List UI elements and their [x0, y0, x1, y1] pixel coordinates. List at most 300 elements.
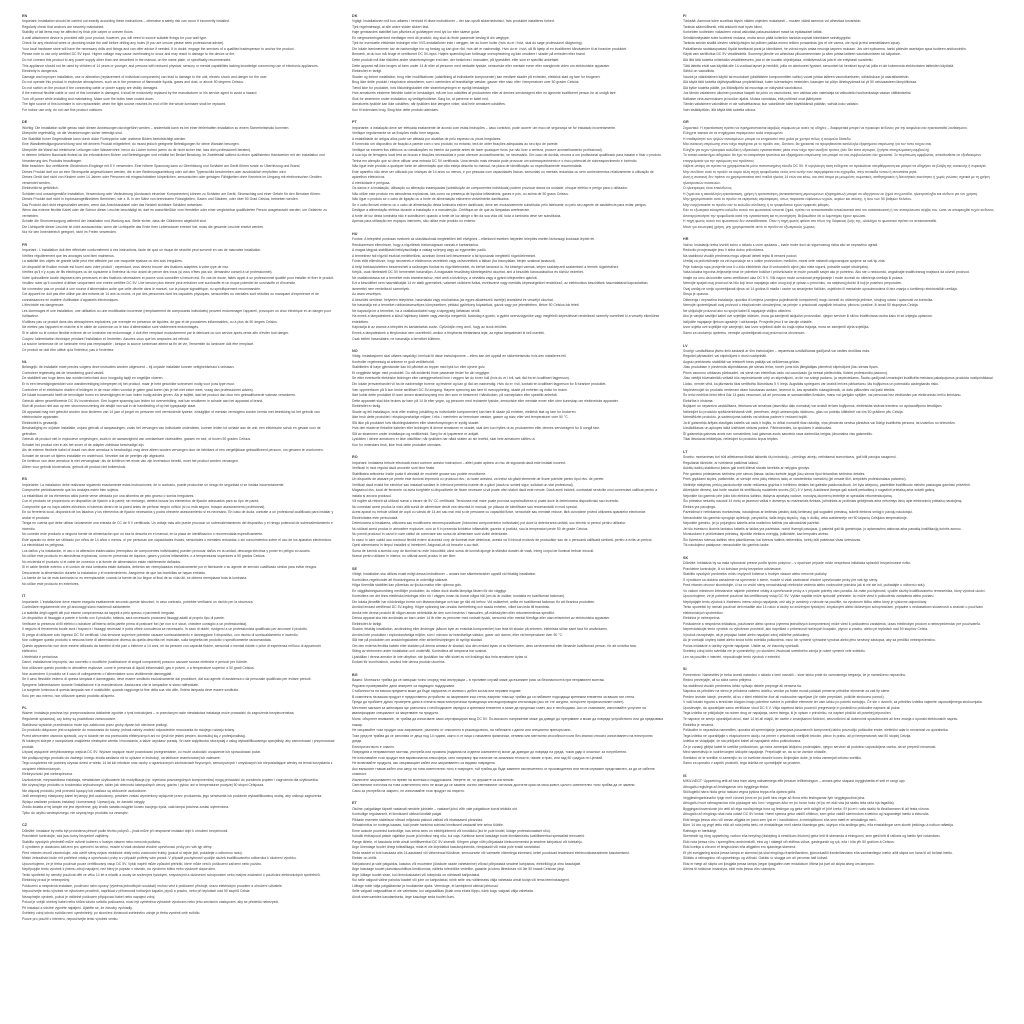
instruction-line: Lyskilden i denne armaturen er ikke utskiftbar; når lyskilden har nådd slutten av sin levetid, skal hele armaturen skiftes ut. — [352, 437, 536, 442]
instruction-line: Nepřipojujte tento výrobek k jinému zdroji napájení, než který je popsán v návodu, na výrobním štítku nebo výslovně doporučen. — [22, 867, 216, 872]
instruction-line: Poškodbe in nepravilna namestitev, uporaba ali spreminjanje (zamenjava posameznih komponent) lahko povzročijo poškodbe enote, električni udar in nevarnost za uporabnika. — [683, 728, 949, 733]
instruction-text-block — [683, 673, 1001, 767]
instruction-line: Електричеството е опасно. — [352, 744, 395, 749]
instruction-line: Dieses Produkt darf nicht in explosionsgefährdeten Bereichen, wie z. B. in der Nähe von brennbaren Flüssigkeiten, Gasen und Stäuben, oder über 50 Grad Celsius, betrieben werden. — [22, 197, 299, 202]
instruction-line: Armaturets lyskilde kan ikke udskiftes; når lyskilden ikke længere virker, skal hele armaturet udskiftes. — [352, 102, 506, 107]
instruction-line: Elekter on ohtlik. — [352, 856, 378, 861]
instruction-line: Jos tämän valaisimen ulkoinen joustava kaapeli tai johto on vaurioitunut, sen vaihtaa vain valmistaja tai valtuutettu huoltoedustaja vaaran välttämiseksi. — [683, 91, 912, 96]
instruction-line: Acest aparat nu trebuie utilizat de copii cu vârsta de 14 ani sau mai mici și de persoane cu capacități fizice, senzoriale sau mentale reduse, fără cunoștințe privind utilizarea aparatelor electronice. — [352, 510, 647, 515]
instruction-line: Vauriot ja vääränlainen käyttö tai muutokset (yksittäisten komponenttien vaihto) voivat johtaa laitteen vaurioitumiseen, sähköiskuun ja vaaratilanteisiin. — [683, 74, 910, 79]
instruction-line: Neieslēdziet produktu, ja savienojuma kabelis vai strāvas padeve ir redzami bojāti. — [683, 415, 808, 420]
instruction-line: Pravidelne kontrolujte, či sú kotviace prvky bezpečne udržiavané. — [683, 566, 782, 571]
instruction-line: Tego urządzenia nie powinny używać dzieci w wieku 14 lat lub młodsze oraz osoby o ograniczonych zdolnościach fizycznych, sensorycznych i umysłowych lub nieposiadające wiedzy na temat korzystania z urządzeń elektronicznych. — [22, 761, 333, 771]
instruction-line: La electricidad es peligrosa. — [22, 543, 65, 548]
instruction-line: Høje genstandes stabilitet kan påvirkes af gulvtæpper med tyk luv eller skæve gulve. — [352, 30, 481, 35]
instruction-line: Compruebe periódicamente que los anclajes estén bien sujetos. — [22, 488, 120, 493]
instruction-line: Bojājumi un nepareiza uzstādīšana, lietošana vai izmaiņas (atsevišķu daļu nomaiņa) var izraisīt ierīces bojājumus, elektriskās strāvas triecienu un apdraudējumu lietotājam. — [683, 404, 943, 409]
section-it — [22, 594, 335, 699]
instruction-line: Изключете захранването по време на монтажа и поддръжката. Уверете се, че крушките са изстинали. — [352, 777, 515, 782]
instruction-line: Ο ηλεκτρισμός είναι επικίνδυνος. — [683, 186, 733, 191]
instruction-line: Importante: a instalação deve ser efetuada exatamente de acordo com estas instruções – caso contrário, pode ocorrer um risco de segurança se for instalado incorretamente. — [352, 125, 616, 130]
instruction-line: Tätä laitetta eivät saa käyttää alle 14-vuotiaat lapset ja henkilöt, joilla on alentuneet fyysiset, sensoriset tai henkiset kyvyt tai joilla ei ole kokemusta elektronisten laitteiden käytöstä. — [683, 63, 955, 68]
instruction-line: Slå inte på produkten om anslutningskabeln eller strömförsörjningen är synligt skadad. — [352, 638, 483, 643]
instruction-line: En vægmonteringsenhed medfølger med dit produkt; dog skal du finde passende beslag til din vægtype. — [352, 35, 510, 40]
instruction-text-block — [683, 779, 1001, 873]
instruction-text-block — [352, 354, 663, 448]
instruction-line: Höga föremåls stabilitet kan påverkas av tjocka mattor eller ojämna golv. — [352, 583, 462, 588]
instruction-line: Se etter eventuelle elektriske ledninger eller rørleggerarbeid inne i veggen før du borer hull (hvis du er i tvil, søk råd fra en kvalifisert fagperson). — [352, 376, 570, 381]
instruction-line: Tämän valaisimen valonlähde ei ole vaihdettavissa; kun valonlähde tulee käyttöikänsä päähän, vaihda koko valaisin. — [683, 102, 859, 107]
instruction-line: Моля, обърнете внимание, че трябва да използвате само сертифициран вход DC 5V. По-високото напрежение може да доведе до прегряване и може да повреди устройството или да предизвика пожар. — [352, 717, 663, 727]
section-gr — [683, 120, 1001, 230]
instruction-text-block — [22, 483, 335, 588]
instruction-line: Katkaise virta asennuksen ja huollon ajaksi. Muista varmistaa, että polttimot ovat jäähtyneet. — [683, 96, 823, 101]
instruction-text-block — [22, 248, 335, 353]
instruction-line: Athugaðu að eingöngu skal nota vottað DC 5V inntak. Hærri spenna getur valdið ofhitnun, sem getur valdið skemmdum á tækinu og hugsanlegri hættu á eldsvoða. — [683, 812, 930, 817]
instruction-line: Σημαντικό: Η εγκατάσταση πρέπει να πραγματοποιείται ακριβώς σύμφωνα με αυτές τις οδηγίες – διαφορετικά μπορεί να προκύψει κίνδυνος για την ασφάλεια εάν εγκατασταθεί λανθασμένα. — [683, 125, 968, 130]
instruction-line: Gebruik dit product niet in explosieve omgevingen, zoals in de aanwezigheid van ontvlambare vloeistoffen, gassen en stof, of boven 50 graden Celsius. — [22, 437, 251, 442]
instruction-line: Místní železářství bude mít potřebné vrtáky a upevňovací prvky a v případě potřeby vám poradí. V případě pochybností využijte služeb kvalifikovaného odborníka k ukotvení výrobku. — [22, 856, 297, 861]
instruction-line: Důležité: Instalace by měla být provedena přesně podle těchto pokynů – jinak může při nesprávné instalaci dojít k ohrožení bezpečnosti. — [22, 828, 229, 833]
instruction-line: Lūdzu, ņemiet vērā, ka jāizmanto tikai sertificēta līdzstrāvas 5 V ieeja. Augstāks spriegums var izraisīt ierīces pārkaršanu, tās bojājumus un potenciālu aizdegšanās risku. — [683, 381, 940, 386]
instruction-line: Regulāri pārbaudiet, vai stiprinājumi ir droši nostiprināti. — [683, 354, 767, 359]
instruction-line: Tjek for eventuelle elektriske ledninger eller VVS-installationer inde i væggen, før du borer huller (hvis du er i tvivl, skal du søge professionel rådgivning). — [352, 41, 583, 46]
instruction-line: Stabilność wysokich przedmiotów może być zakłócona przez gruby dywan lub nierówne podłogi. — [22, 722, 168, 727]
instruction-line: Μην χρησιμοποιείτε αυτό το προϊόν σε εκρηκτικές ατμόσφαιρες, όπως παρουσία εύφλεκτων υγρών, αερίων και σκόνης, ή άνω των 50 βαθμών Κελσίου. — [683, 197, 912, 202]
instruction-line: Ak je vonkajší ohybný kábel alebo šnúra tohto svietidla poškodená, musí ich vymeniť výhradne výrobca alebo jeho servisný zástupca, aby sa predišlo nebezpečenstvu. — [683, 638, 936, 643]
instruction-line: Używaj wyłącznie certyfikowanego wejścia DC 5V. Wyższe napięcie może powodować przegrzewanie, co może uszkodzić urządzenie lub spowodować pożar. — [22, 750, 261, 755]
instruction-line: V vaši lokalni trgovini s tehničnim blagom imajo potrebne svedre in pritrdilne elemente ter vam lahko po potrebi svetujejo. Če ste v dvomih, za pritrditev izdelka najemite usposobljenega strokovnjaka. — [683, 700, 983, 705]
instruction-line: Schäden und unsachgemäße Installation, Verwendung oder Veränderung (Austausch einzelner Komponenten) können zu Schäden am Gerät, Stromschlag und einer Gefahr für den Benutzer führen. — [22, 191, 321, 196]
instruction-line: Upozorňujeme, že je třeba používat pouze certifikovaný vstup DC 5V. Vyšší napětí může způsobit přehřátí, které může vést k poškození zařízení nebo požáru. — [22, 861, 262, 866]
language-code-label: SK — [683, 555, 689, 560]
instruction-line: Hvis den eksterne fleksible kabelen eller ledningen til denne armaturen er skadet, skal den kun byttes ut av produsenten eller dennes serviceagent for å unngå fare. — [352, 426, 601, 431]
instruction-line: Rendszeresen ellenőrizze, hogy a rögzítések biztonságosan vannak-e karbantartva. — [352, 242, 479, 247]
instruction-line: Izvor svjetla ove svjetiljke nije zamjenjiv; kad izvor svjetlosti dođe do kraja vijeka trajanja, mora se zamijeniti cijela svjetiljka. — [683, 325, 870, 330]
instruction-line: La stabilità degli oggetti alti può essere compromessa da tappeti a pelo spesso o pavimenti irregolari. — [22, 610, 176, 615]
language-code-label: ET — [352, 801, 357, 806]
instruction-text-block — [683, 19, 1001, 113]
instruction-line: Ikke koble dette produktet til noen annen strømforsyning enn den som er beskrevet i håndboken, på navneplaten eller spesifikt anbefalt. — [352, 393, 558, 398]
instruction-text-block — [352, 19, 663, 113]
instruction-line: Tento spotrebič by nemali používať deti mladšie ako 14 rokov a osoby so zníženými fyzickými, zmyslovými alebo duševnými schopnosťami, prípadne s nedostatkom skúseností a znalostí o používaní elektronických spotrebičov. — [683, 605, 984, 615]
instruction-line: Při instalaci a údržbě vypněte napájení. Ujistěte se, že žárovky vychladly. — [22, 905, 133, 910]
instruction-line: Samo za unutarnju upotrebu, nemojte upotrebljavati ovaj proizvod na otvorenom. — [683, 330, 806, 335]
instruction-line: Wichtig: Die Installation sollte genau nach diesen Anweisungen durchgeführt werden – andernfalls kann es bei einer fehlerhaften Installation zu einem Sicherheitsrisiko kommen. — [22, 125, 290, 130]
section-ro — [352, 455, 663, 560]
instruction-line: Sluk for strømmen under installation og vedligeholdelse. Sørg for, at pærerne er kølet ned. — [352, 96, 489, 101]
instruction-line: Elektricitet är farligt. — [352, 621, 382, 626]
instruction-line: Important : L'installation doit être effectuée conformément à ces instructions, faute de quoi un risque de sécurité peut survenir en cas de mauvaise installation. — [22, 248, 262, 253]
instruction-line: La stabilité des objets de grande taille peut être affectée par une moquette épaisse ou des sols irréguliers. — [22, 259, 183, 264]
instruction-line: Редовно проверявайте дали анкерите са надеждно поддържани. — [352, 683, 456, 688]
instruction-line: Slå ikke på produktet hvis tilkoblingskabelen eller strømforsyningen er synlig skadet. — [352, 420, 480, 425]
instruction-line: Byggingavöruverslunin þín ætti að eiga nauðsynlega bora og festingar og getur veitt ráðgjöf ef þörf krefur. Ef þú ert í vafa skaltu fá iðnaðarmann til að festa vöruna. — [683, 806, 930, 811]
instruction-line: Prie gaminio pridedamas tvirtinimo prie sienos įtaisas, tačiau turėsite įsigyti jūsų sienos tipui tinkančias tvirtinimo detales. — [683, 471, 866, 476]
instruction-line: Ελέγξτε για τυχόν ηλεκτρικά καλώδια ή υδραυλικές εγκαταστάσεις μέσα στον τοίχο πριν ανοίξετε τρύπες (εάν δεν είστε σίγουροι, ζητήστε επαγγελματική συμβουλή). — [683, 147, 930, 152]
instruction-line: Nejunkite šio gaminio prie jokio kito elektros šaltinio, išskyrus aprašytą vadove, nurodytą duomenų lentelėje ar specialiai rekomenduojamą. — [683, 493, 893, 498]
instruction-line: A helyi barkácsüzletben beszerezheti a szükséges fúrókat és rögzítőelemeket, és kérhet tanácsot is. Ha kétségei vannak, kérjen szakképzett szakembert a termék rögzítéséhez. — [352, 264, 620, 269]
instruction-line: Повредата и неправилният монтаж, употреба или промяна (подмяна на отделни компоненти) могат да доведат до повреда на уреда, токов удар и опасност за потребителя. — [352, 750, 627, 755]
instruction-line: Este aparato no debe ser utilizado por niños de 14 años o menos, ni por personas con capacidades físicas, sensoriales o mentales reducidas o sin conocimientos sobre el uso de los aparatos electrónicos. — [22, 537, 332, 542]
instruction-line: Tarkista säännöllisesti, että ankkurit ovat hyvin kiinni. — [683, 24, 763, 29]
instruction-line: Seinakinnitus on tootega kaasas, kuid peate hankima sobivad kinnitused vastavalt teie seina tüübile. — [352, 823, 504, 828]
instruction-line: Μια συσκευή στερέωσης στον τοίχο παρέχεται με το προϊόν σας. Ωστόσο, θα χρειαστεί να προμηθευτείτε κατάλληλα εξαρτήματα στερέωσης για τον τύπο τοίχου σας. — [683, 142, 933, 147]
instruction-line: Votre quincaillerie locale disposera des perceuses et des fixations nécessaires et pourra vous conseiller si besoin est. En cas de doute, faites appel à un professionnel qualifié pour installer et fixer le produit. — [22, 275, 334, 280]
instruction-line: Vo vašom miestnom železiarstve nájdete potrebné vrtáky a upevňovacie prvky a v prípade potreby vám poradia. Ak máte pochybnosti, využite služby kvalifikovaného remeselníka, ktorý výrobok ukotví. — [683, 588, 986, 593]
instruction-line: Fúrás előtt ellenőrizze, hogy nincsenek-e elektromos vezetékek vagy csővezetékek a falban (ha bizonytalan, kérjen szakmai tanácsot). — [352, 259, 556, 264]
instruction-line: Elektrizität ist gefährlich. — [22, 186, 59, 191]
instruction-line: Non accendere il prodotto se il cavo di collegamento o l'alimentatore sono visibilmente danneggiati. — [22, 671, 173, 676]
instruction-line: Non collegare questo prodotto a nessuna fonte di alimentazione diversa da quella descritta nel manuale, sulla targhetta del prodotto o specificamente raccomandata. — [22, 638, 272, 643]
instruction-line: N'utilisez pas ce produit dans des atmosphères explosives, par exemple en présence de liquides, de gaz et de poussières inflammables, ou à plus de 50 degrés Celsius. — [22, 319, 278, 324]
instruction-line: Ne csatlakoztassa ezt a terméket más áramforráshoz, mint amit a kézikönyv, a névtábla vagy a gyártó kifejezetten ajánlott. — [352, 275, 538, 280]
instruction-line: Do produktu dołączone jest urządzenie do mocowania do ściany; jednak należy znaleźć odpowiednie mocowania do swojego rodzaju ściany. — [22, 728, 235, 733]
instruction-line: Vain sisäkäyttöön, älä käytä tätä tuotetta ulkona. — [683, 107, 757, 112]
instruction-line: Stability of tall items may be affected by thick pile carpet or uneven floors. — [22, 30, 134, 35]
instruction-line: Ljuskällan i denna armatur är inte utbytbar; när ljuskällan har nått slutet av sin livslängd ska hela armaturen bytas ut. — [352, 654, 529, 659]
instruction-text-block — [352, 126, 663, 225]
instruction-line: Не свързвайте този продукт към захранване, различно от описаното в ръководството, на табелката с данни или специално препоръчано. — [352, 728, 572, 733]
instruction-line: W lokalnym sklepie z narzędziami znajdziesz niezbędne wiertła i mocowania, a także uzyskasz poradę. W razie wątpliwości skorzystaj z usług wykwalifikowanego specjalisty, aby zamontować i przymocować produkt. — [22, 739, 335, 749]
instruction-line: Ekki tengja þessa vöru við annan aflgjafa en þann sem lýst er í handbókinni, á merkiplötunni eða sem mælt er sérstaklega með. — [683, 817, 877, 822]
instruction-line: No utilice este producto en atmósferas explosivas, como en presencia de líquidos, gases y polvos inflamables, o a temperaturas superiores a 50 grados Celsius. — [22, 554, 266, 559]
instruction-line: A estabilidade de artigos altos pode ser afetada por alcatifas de pelo espesso ou pisos irregulares. — [352, 136, 502, 141]
instruction-text-block — [22, 365, 335, 470]
instruction-line: Älä kytke tuotetta päälle, jos liitäntäjohto tai muuntaja on näkyvästi vaurioitunut. — [683, 85, 803, 90]
instruction-line: Rafmagn er hættulegt. — [683, 828, 717, 833]
instruction-line: Ärge lülitage toodet sisse, kui ühenduskaabel või toiteplokk on nähtavalt kahjustatud. — [352, 872, 481, 877]
instruction-line: Med namestitvijo in vzdrževanjem izklopite napajanje. Prepričajte se, da so se žarnice ohladile. — [683, 750, 827, 755]
instruction-line: Din lokala järnaffär har nödvändiga borrar och fästanordningar och kan ge råd vid behov. Vid osäkerhet, anlita en kvalificerad fackman för att förankra produkten. — [352, 599, 596, 604]
language-code-label: SI — [683, 667, 687, 672]
instruction-line: Ważne: Instalacja powinna być przeprowadzona dokładnie zgodnie z tymi instrukcjami – w przeciwnym razie niewłaściwa instalacja może prowadzić do zagrożenia bezpieczeństwa. — [22, 711, 295, 716]
instruction-line: La source lumineuse de ce luminaire n'est pas remplaçable ; lorsque la source lumineuse atteint sa fin de vie, l'ensemble du luminaire doit être remplacé. — [22, 342, 255, 347]
language-code-label: RO — [352, 455, 358, 460]
instruction-line: Tik naudojimui patalpose; nenaudokite šio gaminio lauke. — [683, 543, 770, 548]
instruction-line: Opriți alimentarea în timpul instalării și întreținerii. Asigurați-vă că becurile s-au răcit. — [352, 543, 479, 548]
instruction-line: Απενεργοποιήστε την τροφοδοσία κατά την εγκατάσταση και τη συντήρηση. Βεβαιωθείτε ότι οι λαμπτήρες έχουν κρυώσει. — [683, 213, 867, 218]
instruction-line: Your local hardware store will have the necessary drills and fixings and can offer advice if needed. If in doubt, engage the services of a qualified tradesperson to anchor the product. — [22, 46, 295, 51]
instruction-line: Nie włączaj produktu, jeśli przewód łączący lub zasilacz są widocznie uszkodzone. — [22, 788, 147, 793]
instruction-line: Ελέγχετε τακτικά ότι τα στηρίγματα παραμένουν καλά στερεωμένα. — [683, 131, 784, 136]
instruction-line: This appliance should not be used by children of 14 years or younger, and persons with reduced physical, sensory or mental capabilities lacking knowledge concerning use of electronic appliances. — [22, 63, 319, 68]
instruction-line: Този уред не трябва да се използва от деца под 14 години, както и от лица с намалени физически, сетивни или ментални способности или без знания относно използването на електронни уреди. — [352, 733, 653, 744]
instruction-line: Skador, felaktig installation, användning eller ändringar (såsom byte av enskilda komponenter) kan leda till skador på enheten, elektriska stötar samt fara för användaren. — [352, 627, 608, 632]
instruction-line: Важно: Монтажът трябва да се извърши точно според тези инструкции – в противен случай може да възникне риск за безопасността при неправилен монтаж. — [352, 678, 605, 683]
instruction-line: Dette apparatet skal ikke brukes av barn på 14 år eller yngre, og personer med reduserte fysiske, sensoriske eller mentale evner eller uten kunnskap om elektroniske apparater. — [352, 398, 619, 403]
instruction-line: Viktigt: Installation ska utföras exakt enligt dessa instruktioner – annars kan säkerhetsrisker uppstå vid felaktig installation. — [352, 572, 537, 577]
instruction-line: Ако външният гъвкав кабел или шнур на това осветително тяло е повреден, той трябва да бъде заменен изключително от производителя или негов сервизен представител, за да се избегне опасност. — [352, 766, 655, 777]
instruction-line: Electricity is dangerous. — [22, 69, 59, 74]
instruction-line: S výrobkom sa dodáva zariadenie na upevnenie k stene, musíte si však zaobstarať vhodné upevňovacie prvky pre váš typ steny. — [683, 577, 878, 582]
instruction-line: Não ligue o produto se o cabo de ligação ou a fonte de alimentação estiverem visivelmente danificados. — [352, 197, 510, 202]
instruction-line: Korkeiden tuotteiden vakauteen voivat vaikuttaa paksunukkaiset matot tai epätasaiset lattiat. — [683, 30, 823, 35]
instruction-line: Ne uključujte proizvod ako su spojni kabel ili napajanje vidljivo oštećeni. — [683, 308, 792, 313]
instruction-line: Die Stabilität hoher Gegenstände kann durch dicke Florteppiche oder unebene Böden beeinträchtigt werden. — [22, 136, 187, 141]
instruction-line: Svarbu: montavimas turi būti atliekamas tiksliai laikantis šių instrukcijų – priešingu atveju, netinkamai sumontavus, gali kilti pavojus saugumui. — [683, 455, 897, 460]
instruction-line: Λάβετε υπόψη ότι πρέπει να χρησιμοποιείτε μόνο πιστοποιημένη είσοδο DC 5V. Η υψηλότερη τάση ενδέχεται να προκαλέσει υπερθέρμανση και μπορεί να οδηγήσει σε βλάβη της συσκευής ή πυρκαγιά. — [683, 164, 987, 169]
language-code-label: DK — [352, 14, 358, 18]
instruction-line: Nepripájajte tento výrobok k žiadnemu inému zdroju napájania, než aký je uvedený v návode na použitie, na výrobnom štítku alebo ktorý je výslovne odporúčaný. — [683, 599, 928, 604]
instruction-line: Ef ytri sveigjanleg snúra þessa lampa er skemmd þá skal eingöngu framleiðandinn, þjónustuaðili framleiðandans eða sambærilegur hæfur aðili skipta um hana til að forðast hættu. — [683, 850, 953, 855]
language-code-label: DE — [22, 120, 28, 125]
instruction-line: Kérjük, csak hitelesített DC 5V bemenetet használjon. A magasabb feszültség túlmelegedést okozhat, ami a készülék károsodásához és tűzhöz vezethet. — [352, 270, 584, 275]
instruction-line: Cet appareil ne doit pas être utilisé par des enfants de 14 ans ou moins, ni par des personnes dont les capacités physiques, sensorielles ou mentales sont réduites ou manquant d'expérience et de connaissances en matière d'utilisation d'appareils électroniques. — [22, 292, 319, 302]
instruction-line: Pange tähele, et kasutada tohib ainult sertifitseeritud DC 5V sisendit. Kõrgem pinge võib põhjustada ülekuumenemist ja seadme kahjustusi või tulekahju. — [352, 839, 583, 844]
instruction-line: Η ζημιά και η ακατάλληλη εγκατάσταση, χρήση ή τροποποίηση (αντικατάσταση μεμονωμένων εξαρτημάτων) μπορεί να οδηγήσουν σε ζημιά στη μονάδα, ηλεκτροπληξία και κίνδυνο για τον χρήστη. — [683, 191, 979, 196]
instruction-line: Tænd ikke for produktet, hvis tilslutningskablet eller strømforsyningen er synligt beskadiget. — [352, 85, 490, 90]
language-code-label: IT — [22, 594, 26, 599]
instruction-line: Nemojte upotrebljavati ovaj proizvod u eksplozivnim okruženjima, na primjer u prisutnosti zapaljivih tekućina, plinova i prašine, ili iznad 50 stupnjeva Celzija. — [683, 303, 919, 308]
instruction-line: En su ferretería local, dispondrá de los taladros y los elementos de fijación necesarios y podrá ofrecerle asesoramiento si es necesario. En caso de duda, contrate a un profesional cualificado para instalar y anclar el producto. — [22, 510, 334, 520]
instruction-line: Nepoužívejte tento výrobek ve výbušném prostředí, například v přítomnosti hořlavých kapalin, plynů a prachu, nebo při teplotách nad 50 stupňů Celsia. — [22, 889, 251, 894]
instruction-line: Pirms caurumu urbšanas pārbaudiet, vai sienā nav elektrības vadu vai cauruļvadu (ja neesat pārliecināts, lūdziet profesionālu padomu). — [683, 370, 888, 375]
instruction-line: Ezt a készüléket nem használhatják 14 év alatti gyermekek, valamint csökkent fizikai, érzékszervi vagy mentális képességekkel rendelkező, az elektronikus készülékek használatával kapcsolatban ismerettel nem rendelkező személyek. — [352, 281, 648, 291]
instruction-line: De stabiliteit van hoge items kan worden beïnvloed door hoogpolig tapijt en ongelijke vloeren. — [22, 376, 164, 381]
instruction-line: Din lokale jernvarehandel vil ha de nødvendige borene og festene og kan gi råd om nødvendig. Hvis du er i tvil, kontakt en kvalifisert fagperson for å forankre produktet. — [352, 381, 607, 386]
instruction-line: Nu utilizați acest produs în atmosfere explozive, cum ar fi în prezența lichidelor inflamabile, gazelor și prafului, sau la temperaturi peste 50 de grade Celsius. — [352, 526, 589, 531]
instruction-line: Nu porniți produsul în cazul în care cablul de conectare sau sursa de alimentare sunt vizibil deteriorate. — [352, 532, 509, 537]
instruction-line: Beschadiging en onjuiste installatie, onjuist gebruik of aanpassingen, zoals het vervangen van individuele onderdelen, kunnen leiden tot schade aan de unit, een elektrische schok en gevaar voor de gebruiker. — [22, 426, 321, 436]
instruction-line: Tarkista seinän sisällä olevien sähköjohtojen tai putkien paikka ennen reikien poraamista (jos et ole varma, ole hyvä ja etsi ammattilaisen apua). — [683, 41, 901, 46]
section-en — [22, 14, 335, 113]
language-code-label: PT — [352, 120, 357, 125]
language-code-label: EN — [22, 14, 28, 18]
instruction-line: De lichtbron van deze armatuur is niet vervangbaar; als de lichtbron het einde van zijn levensduur bereikt, moet het product worden vervangen. — [22, 459, 239, 464]
instruction-line: De lokale bouwmarkt heeft de benodigde boren en bevestigingen en kan indien nodig advies geven. Als je twijfelt, laat het product dan door een gekwalificeerde vakman verankeren. — [22, 393, 297, 398]
instruction-line: If the external flexible cable or cord of this luminaire is damaged, it shall be exclusively replaced by the manufacturer or his service agent to avoid a hazard. — [22, 91, 258, 96]
instruction-line: Controllare regolarmente che gli ancoraggi siano mantenuti saldamente. — [22, 605, 132, 610]
instruction-line: A termékhez fali rögzítő eszközt mellékeltünk, azonban önnek kell beszereznie a fal típusának megfelelő rögzítőelemeket. — [352, 253, 537, 258]
instruction-line: Bemærk, at du kun må bruge et certificeret DC 5V-input. Højere spænding kan forårsage overophedning og kan resultere i skader på enheden eller brand. — [352, 52, 586, 57]
instruction-line: Светлинният източник на това осветително тяло не може да се заменя; когато светлинният източник достигне края на своя живот, цялото осветително тяло трябва да се замени. — [352, 783, 636, 788]
instruction-line: Źródło światła w tej lampie nie jest wymienne; gdy źródło światła osiągnie koniec swojego życia, cała lampa powinna zostać wymieniona. — [22, 805, 230, 810]
instruction-line: Isključite napajanje tijekom ugradnje i održavanja. Provjerite jesu li se žarulje ohladile. — [683, 319, 813, 324]
instruction-line: Importante: La instalación debe realizarse siguiendo exactamente estas instrucciones; de lo contrario, puede producirse un riesgo de seguridad si se instala incorrectamente. — [22, 482, 285, 487]
instruction-line: Si prega di utilizzare solo ingressi DC 5V certificati. Una tensione superiore potrebbe causare surriscaldamento e danneggiare il dispositivo, con rischio di surriscaldamento e incendio. — [22, 632, 299, 637]
section-pl — [22, 706, 335, 816]
instruction-line: Nie używaj tego produktu w środowisku wybuchowym, takim jak obecność łatwopalnych cieczy, gazów i pyłów, ani w temperaturze powyżej 50 stopni Celsjusza. — [22, 783, 265, 788]
instruction-line: Pravidelně kontrolujte, zda jsou kotvy bezpečně zajištěny. — [22, 834, 110, 839]
instruction-line: Augstu priekšmetu stabilitāti var ietekmēt biezs paklājs vai nelīdzenas grīdas. — [683, 359, 800, 364]
instruction-line: Nur für den Innenbereich geeignet, nicht im Freien verwenden. — [22, 230, 117, 235]
instruction-line: Damage and improper installation, use or alteration (replacement of individual components) can lead to damage to the unit, electric shock and danger for the user. — [22, 74, 268, 79]
instruction-line: Skemmdir og röng uppsetning, notkun eða breyting (útskipting á einstökum íhlutum) getur leitt til skemmda á einingunni, sem gæti leitt til raflosts og hættu fyrir notandann. — [683, 834, 941, 839]
instruction-text-block — [352, 678, 663, 794]
instruction-line: Ce produit ne doit être utilisé qu'à l'intérieur, pas à l'extérieur. — [22, 347, 115, 352]
instruction-line: Pikkade esemete stabiilsust võivad mõjutada paksud vaibad või ebatasased põrandad. — [352, 817, 484, 822]
instruction-line: L'électricité est dangereuse. — [22, 303, 65, 308]
instruction-line: Redno preverjajte, ali so sidra varno pritrjena. — [683, 678, 753, 683]
instruction-line: Paikallisesta rautakaupastasi löydät tarvittavat porat ja kiinnikkeet, he voivat myös antaa neuvoja tarpeen mukaan. Jos olet epävarma, hanki pätevän asentajan apua tuotteen ankkurointiin. — [683, 46, 967, 51]
instruction-line: Não ligue este produto a qualquer fonte de alimentação que não esteja descrita no manual, na placa de identificação ou especificamente recomendada. — [352, 164, 583, 169]
instruction-line: Athugaðu hvort rafmagnsvírar eða pípulagnir séu inni í veggnum áður en þú borar holur (ef þú ert ekki viss þá skaltu leita ráða hjá fagaðila). — [683, 801, 895, 806]
instruction-line: Εάν το εξωτερικό εύκαμπτο καλώδιο αυτού του φωτιστικού υποστεί ζημιά, πρέπει να αντικατασταθεί αποκλειστικά από τον κατασκευαστή ή τον αντιπρόσωπο σέρβις του, ώστε να αποφευχθεί τυχόν κίνδυνος. — [683, 208, 995, 213]
instruction-line: Seda seadet ei tohi kasutada alla 14-aastased või vähenenud füüsiliste, sensoorsete või vaimsete võimetega inimesed, kellel puuduvad teadmised elektroonikaseadmete kasutamisest. — [352, 850, 630, 855]
instruction-text-block — [683, 561, 1001, 660]
instruction-line: Το τοπικό κατάστημα σιδηρικών θα έχει τα απαραίτητα τρυπάνια και εξαρτήματα στερέωσης και μπορεί να σας συμβουλεύσει εάν χρειαστεί. Σε περίπτωση αμφιβολίας, απευθυνθείτε σε εξειδικευμένο επαγγελματία για την αγκύρωση του προϊόντος. — [683, 153, 982, 163]
instruction-line: Kohalik ehituspood pakub vajalikke puure ja kinnitusi ning nõu, kui vaja. Kahtluse korral kasutage toote kinnitamiseks kvalifitseeritud spetsialisti teenuseid. — [352, 834, 585, 839]
instruction-line: La estabilidad de los elementos altos puede verse afectada por una alfombra de pelo grueso o suelos irregulares. — [22, 493, 195, 498]
instruction-line: Important: Installation should be carried out exactly according these instructions – otherwise a safety risk can occur if incorrectly installed. — [22, 19, 230, 24]
section-fi — [683, 14, 1001, 113]
instruction-text-block — [22, 19, 335, 113]
instruction-line: Kui selle valgusti väline painduv kaabel või juhe on kahjustatud, tohib selle ohu vältimiseks välja vahetada ainult tootja või tema teenindusagent. — [352, 878, 570, 883]
instruction-line: Poškodenie a nesprávna inštalácia, používanie alebo úprava (výmena jednotlivých komponentov) môže viesť k poškodeniu zariadenia, úrazu elektrickým prúdom a nebezpečenstvu pre používateľa. — [683, 621, 981, 626]
instruction-line: Vigtigt: Installationen må kun udføres i henhold til disse instruktioner – der kan opstå sikkerhedsrisici, hvis produktet installeres forkert. — [352, 19, 555, 24]
instruction-line: Verifique se existem fios elétricos ou canalizações no interior da parede antes de fazer quaisquer furos (se não tiver a certeza, procure aconselhamento profissional). — [352, 147, 603, 152]
instruction-line: A eletricidade é perigosa. — [352, 180, 391, 185]
instruction-line: Počas inštalácie a údržby vypnite napájanie. Uistite sa, že žiarovky vychladli. — [683, 643, 800, 648]
instruction-line: Šio prietaiso neturėtų naudoti 14 metų ar jaunesni vaikai ir asmenys su mažesniais fiziniais, jutiminiais ar protiniais gebėjimais arba neturintys žinių apie elektroninių prietaisų naudojimą. — [683, 499, 963, 504]
instruction-line: Si le câble ou le cordon flexible externe de ce luminaire est endommagé, il doit être remplacé exclusivement par le fabricant ou son service après-vente afin d'éviter tout danger. — [22, 330, 289, 335]
instruction-line: Controleer regelmatig dat de verankering goed vastzit. — [22, 370, 105, 375]
instruction-line: Regularly check that anchors are securely maintained. — [22, 24, 105, 29]
instruction-line: Dette apparat må ikke bruges af børn under 14 år eller af personer med nedsatte fysiske, sensoriske eller mentale evner eller manglende viden om elektroniske apparater. — [352, 63, 611, 68]
instruction-line: Imajte na umu da koristite samo certificirani ulaz DC 5 V. Viši napon može uzrokovati pregrijavanje i može dovesti do oštećenja uređaja ili požara. — [683, 275, 904, 280]
instruction-line: A magas tárgyak stabilitását befolyásolhatja a vastag szőnyeg vagy az egyenetlen padló. — [352, 248, 487, 253]
instruction-line: Importante: L'installazione deve essere eseguita esattamente secondo queste istruzioni; in caso contrario, potrebbe verificarsi un rischio per la sicurezza. — [22, 599, 254, 604]
instruction-line: Výrobok nezapínajte, ak je pripájací kábel alebo napájací zdroj viditeľne poškodený. — [683, 632, 810, 637]
instruction-line: Dôležité: Inštalácia by sa mala vykonávať presne podľa týchto pokynov – v opačnom prípade môže nesprávna inštalácia spôsobiť bezpečnostné riziko. — [683, 561, 912, 566]
instruction-line: Kontrollige regulaarselt, et kinnitused oleksid kindlalt paigal. — [352, 812, 443, 817]
instruction-line: Questo apparecchio non deve essere utilizzato da bambini di età pari o inferiore a 14 anni, né da persone con capacità fisiche, sensoriali o mentali ridotte o prive di esperienza nell'uso di apparecchi elettronici. — [22, 643, 322, 654]
instruction-line: No conecte este producto a ninguna fuente de alimentación que no sea la descrita en el manual, en la placa de identificación o recomendada específicamente. — [22, 532, 264, 537]
instruction-line: Seinäkiinnityslaite tulee tuotteesi mukana, mutta sinun pitää kuitenkin hankkia sopivat kiinnikkeet seinätyyppiisi. — [683, 35, 852, 40]
instruction-line: Die Lichtquelle dieser Leuchte ist nicht austauschbar; wenn die Lichtquelle das Ende ihrer Lebensdauer erreicht hat, muss die gesamte Leuchte ersetzt werden. — [22, 224, 265, 229]
instruction-line: Check for any electrical wires or plumbing inside the wall before drilling any holes (if you are unsure please seek professional advice). — [22, 41, 225, 46]
instruction-line: Turn off power while installing and maintaining. Make sure the bulbs have cooled down. — [22, 96, 155, 101]
section-hr — [683, 237, 1001, 336]
instruction-line: Nie podłączaj tego produktu do żadnego innego źródła zasilania niż to opisane w instrukcji, na tabliczce znamionowej lub zalecane. — [22, 755, 221, 760]
instruction-text-block — [22, 600, 335, 699]
section-fr — [22, 243, 335, 353]
instruction-line: Veggfestingarbúnaður fylgir með vörunni þinni en þú þarft hins vegar að finna réttu festingarnar fyrir veggtegundina þína. — [683, 795, 866, 800]
instruction-line: A wall attachment device is provided with your product; however, you will need to source suitable fixings for your wall type. — [22, 35, 207, 40]
language-code-label: FR — [22, 242, 28, 247]
instruction-line: Naprava za pritrditev na steno je priložena vašemu izdelku, vendar pa boste morali poiskati primerne pritrdilne elemente za vaš tip stene. — [683, 689, 891, 694]
instruction-text-block — [352, 572, 663, 666]
instruction-line: Pred vŕtaním otvorov skontrolujte, či sa vo vnútri steny nenachádzajú elektrické vedenia alebo vodovodné potrubia (ak si nie ste istí, požiadajte o odbornú radu). — [683, 583, 926, 588]
instruction-line: Jeśli zewnętrzny elastyczny kabel tej lampy jest uszkodzony, powinien zostać wymieniony wyłącznie przez producenta, jego serwisanta lub podobnie wykwalifikowaną osobę, aby uniknąć zagrożenia. — [22, 794, 323, 799]
instruction-line: Anslut inte denna produkt till någon annan strömkälla än den som beskrivs i manualen, på märkskylten eller rekommenderas specifikt. — [352, 610, 555, 615]
instruction-line: Sähkö on vaarallista. — [683, 69, 715, 74]
instruction-line: Ne mettez pas l'appareil en marche si le câble de connexion ou le bloc d'alimentation sont visiblement endommagés. — [22, 325, 199, 330]
instruction-line: Bitte beachten: Nur zertifizierte Gleichstrom-Eingänge mit 5 V verwenden. Eine höhere Spannung kann zu Überhitzung und Schäden am Gerät führen sowie zu Überhitzung und Brand. — [22, 164, 301, 169]
instruction-line: Az áram veszélyes. — [352, 292, 382, 297]
section-bg — [352, 673, 663, 794]
instruction-line: Et veggfeste følger med produktet. Du må imidlertid finne passende fester for din veggtype. — [352, 370, 491, 375]
instruction-line: În cazul în care cablul sau cordonul flexibil extern al acestui corp de iluminat este deteriorat, acesta va fi înlocuit exclusiv de producător sau de o persoană calificată similară, pentru a evita un pericol. — [352, 537, 653, 542]
instruction-line: Tega izdelka ne priključujte na noben drug vir napajanja, razen tistega, ki je opisan v priročniku, na napisni ploščici ali posebej priporočen. — [683, 711, 892, 716]
instruction-line: For indoor use only, do not use this product outdoors. — [22, 107, 103, 112]
instruction-line: Elektra yra pavojinga. — [683, 504, 716, 509]
instruction-line: Con el producto se proporciona un dispositivo de fijación a la pared; sin embargo, deberá buscar los elementos de fijación adecuados para su tipo de pared. — [22, 499, 260, 504]
section-pt — [352, 120, 663, 225]
instruction-line: Dette produkt må ikke tilsluttes andre strømforsyninger end den, der beskrives i manualen, på typeskiltet, eller som er specifikt anbefalet. — [352, 58, 560, 62]
language-code-label: PL — [22, 706, 27, 711]
instruction-line: Coupez l'alimentation électrique pendant l'installation et l'entretien. Assurez-vous que les ampoules ont refroidi. — [22, 336, 190, 341]
instruction-line: Ekki er hægt að skipta um ljósgjafa þessa lampa; þegar ljósgjafinn nær endalokum líftíma þá þarf að skipta alveg um lampann. — [683, 861, 875, 866]
instruction-line: Do not connect this product to any power supply other than one described in the manual, on the name plate, or specifically recommended. — [22, 58, 232, 62]
instruction-text-block — [683, 243, 1001, 337]
instruction-line: É fornecido um dispositivo de fixação à parede com o seu produto; no entanto, terá de obter fixações adequadas ao seu tipo de parede. — [352, 142, 559, 147]
instruction-line: Vă rugăm să rețineți să utilizați numai o intrare de 5V CC certificată. Tensiunea mai mare poate provoca supraîncălzirea și poate duce la deteriorarea dispozitivului sau incendiu. — [352, 499, 620, 504]
section-si — [683, 667, 1001, 766]
instruction-line: Само за употреба на закрито, не използвайте този продукт на открито. — [352, 788, 465, 793]
instruction-line: Ärge ühendage toodet ühegi toiteallikaga, mida ei ole kirjeldatud kasutusjuhendis, nimiplaadil või mida pole eraldi soovitatud. — [352, 845, 541, 850]
instruction-line: Μην ενεργοποιείτε το προϊόν εάν το καλώδιο σύνδεσης ή το τροφοδοτικό έχουν εμφανείς φθορές. — [683, 202, 830, 207]
instruction-line: Uszkodzenie, nieprawidłowa instalacja, niewłaściwe użytkowanie lub modyfikacja (np. wymiana poszczególnych komponentów) mogą prowadzić do porażenia prądem i zagrożenia dla użytkownika. — [22, 777, 319, 782]
instruction-line: Jūsu produktam ir pievienota stiprināšanas pie sienas ierīce, tomēr jums būs jāiegādājas piemēroti stiprinājumi jūsu sienas tipam. — [683, 365, 879, 370]
instruction-line: Elektrība ir bīstama. — [683, 398, 714, 403]
instruction-line: Eine Wandbefestigungsvorrichtung wird mit deinem Produkt mitgeliefert; du musst jedoch geeignete Befestigungen für deine Wandart besorgen. — [22, 142, 240, 147]
language-code-label: HU — [352, 231, 358, 236]
instruction-line: Se il cavo flessibile esterno di questa lampada è danneggiato, deve essere sostituito esclusivamente dal produttore, dal suo agente di assistenza o da personale qualificato per evitare pericoli. — [22, 677, 312, 682]
instruction-line: Uzstādīšanas un apkopes laikā izslēdziet strāvas padevi. Pārliecinieties, ka spuldzes ir atdzisušas. — [683, 426, 833, 431]
instruction-line: Svetelný zdroj tohto svietidla nie je vymeniteľný; po skončení životnosti svetelného zdroja je nutné vymeniť celé svietidlo. — [683, 649, 866, 654]
instruction-line: Преди да пробиете дупки, проверете дали в стената няма електрически проводници или водопроводни инсталации (ако не сте сигурни, потърсете професионален съвет). — [352, 700, 625, 705]
instruction-line: Ako je vanjski savitljivi kabel ove svjetiljke oštećen, mora ga zamijeniti isključivo proizvođač, njegov serviser ili slično kvalificirana osoba kako bi se izbjegla opasnost. — [683, 314, 933, 319]
language-code-label: NL — [22, 360, 28, 365]
instruction-line: Slå av strømmen under installasjon og vedlikehold. Sørg for at lyspærene er avkjølt. — [352, 431, 480, 436]
instruction-line: Elektriciteit is gevaarlijk. — [22, 420, 59, 425]
instruction-line: Nejunkite gaminio, jei jo prijungimo kabelis arba maitinimo šaltinis yra akivaizdžiai pažeisti. — [683, 521, 820, 526]
instruction-line: Om den externa flexibla kabeln eller sladden på denna armatur är skadad, ska den endast bytas ut av tillverkaren, dess servicecentral eller liknande kvalificerad person, för att undvika fara. — [352, 643, 637, 648]
instruction-line: Nezapínejte výrobek, pokud je viditelně poškozen připojovací kabel nebo napájecí zdroj. — [22, 894, 156, 899]
instruction-line: Desconecte la alimentación durante la instalación y el mantenimiento. Asegúrese de que las bombillas se hayan enfriado. — [22, 570, 207, 575]
section-nl — [22, 360, 335, 470]
section-dk — [352, 14, 663, 113]
language-code-label: CZ — [22, 823, 28, 828]
instruction-line: Η σταθερότητα των ψηλών αντικειμένων μπορεί να επηρεαστεί από χαλιά με χοντρό πέλος ή ανώμαλα δάπεδα. — [683, 136, 852, 141]
instruction-line: Please note to use only certified DC 5V input. Higher voltage may cause overheating to occur and may result in damage to the device or fire. — [22, 52, 236, 57]
instruction-line: Kontrollera om det finns elektriska ledningar eller rör i väggen innan du borrar några hål (om du är osäker, kontakta en kvalificerad fackman). — [352, 594, 565, 599]
instruction-line: Šī gaismekļa gaismas avots nav nomaināms; kad gaismas avots sasniedz sava darbmūža beigas, jānomaina viss gaismeklis. — [683, 431, 873, 436]
instruction-line: Dieses Produkt darf nur an eine Stromquelle angeschlossen werden, die in der Bedienungsanleitung oder auf dem Typenschild beschrieben oder ausdrücklich empfohlen wird. — [22, 169, 287, 174]
instruction-line: Stabilitu vysokých predmetov môžu ovplyvniť koberce s hrubým vlasom alebo nerovné podlahy. — [683, 572, 828, 577]
instruction-line: Sursa de lumină a acestui corp de iluminat nu este înlocuibilă; când sursa de lumină ajunge la sfârșitul duratei de viață, întreg corpul de iluminat trebuie înlocuit. — [352, 548, 595, 553]
instruction-line: Använd endast certifierad DC 5V-ingång. Högre spänning kan orsaka överhettning och skada enheten, vilket kan leda till brandrisk. — [352, 605, 551, 610]
column-left — [22, 14, 335, 929]
language-code-label: SE — [352, 566, 358, 571]
instruction-line: Oluline: paigaldage täpselt vastavalt nendele juhistele – vastasel juhul võib vale paigalduse korral tekkida oht. — [352, 806, 518, 811]
instruction-line: Ennek a lámpatestnek a fényforrása nem cserélhető; amikor a fényforrás élettartama lejár, az egész lámpatestet ki kell cserélni. — [352, 330, 545, 335]
instruction-line: Fontos: A telepítést pontosan ezeknek az utasításoknak megfelelően kell elvégezni – ellenkező esetben helytelen telepítés esetén biztonsági kockázat léphet fel. — [352, 237, 595, 242]
instruction-line: Ikke bruk dette produktet i eksplosjonsfarlige miljøer, f.eks. i nærheten av brennbare væsker, gasser og støv, eller ved temperaturer over 50 °C. — [352, 415, 569, 420]
instruction-line: Vaša lokalna trgovina željezarije imat će potrebne bušilice i pričvršćivače te može ponuditi savjet ako je potrebno. Ako ste u nedoumici, angažirajte kvalificiranog majstora da učvrsti proizvod. — [683, 270, 970, 275]
language-code-label: LT — [683, 449, 688, 454]
instruction-line: Er is een bevestigingsmiddel voor wandbevestiging inbegrepen bij het product, maar je hebt geschikte schroeven nodig voor jouw type muur. — [22, 381, 235, 386]
instruction-line: Regularnie sprawdzaj, czy kotwy są prawidłowo zamocowane. — [22, 717, 117, 721]
instruction-line: Upoštevajte, da uporabljate samo certificiran vhod DC 5 V. Višja napetost lahko povzroči pregrevanje in posledično poškodbe naprave ali požar. — [683, 705, 901, 710]
instruction-line: Len na použitie v interiéri, nepoužívajte tento výrobok v exteriéri. — [683, 654, 781, 659]
instruction-line: Desligue a alimentação elétrica durante a instalação e a manutenção. Certifique-se de que as lâmpadas arrefeceram. — [352, 208, 531, 213]
instruction-line: Šio šviestuvo šviesos šaltinis nėra pakeičiamas; kai šviesos šaltinis nebeveikia, turėtų būti pakeistas visas šviestuvas. — [683, 537, 861, 542]
instruction-line: Struja je opasna. — [683, 292, 709, 297]
instruction-line: Upozorňujeme, že je potrebné používať iba certifikovaný vstup DC 5V. Vyššie napätie môže spôsobiť prehriatie, čo môže viesť k poškodeniu zariadenia alebo požiaru. — [683, 594, 935, 599]
instruction-text-block — [352, 461, 663, 560]
instruction-line: Kun til indendørs brug. Brug ikke dette produkt udendørs. — [352, 107, 439, 112]
instruction-line: Überprüfe die Wand auf elektrische Leitungen oder Wasserrohre, bevor du Löcher bohrst (wenn du dir nicht sicher bist, lass dich professionell beraten). — [22, 147, 252, 152]
instruction-line: Pokud je vnější ohebný kabel nebo šňůra tohoto svítidla poškozena, musí být vyměněna výhradně výrobcem nebo jeho servisním zástupcem, aby se předešlo nebezpečí. — [22, 900, 280, 905]
instruction-line: A készülék sérülése, helytelen telepítése, használata vagy módosítása (az egyes alkatrészek cseréje) áramütést és veszélyt okozhat. — [352, 297, 554, 302]
instruction-line: Überprüfe regelmäßig, ob die Verankerungen sicher befestigt sind. — [22, 131, 123, 136]
instruction-line: Lülitage toide välja paigaldamise ja hooldamise ajaks. Veenduge, et lambipirnid oleksid jahtunud. — [352, 883, 499, 888]
instruction-line: Les dommages et une installation, une utilisation ou une modification incorrecte (remplacement de composants individuels) peuvent endommager l'appareil, provoquer un choc électrique et un danger pour l'utilisateur. — [22, 308, 331, 319]
instruction-line: Danni, installazione impropria, uso scorretto o modifiche (sostituzione di singoli componenti) possono causare scosse elettriche e pericoli per l'utente. — [22, 660, 248, 665]
